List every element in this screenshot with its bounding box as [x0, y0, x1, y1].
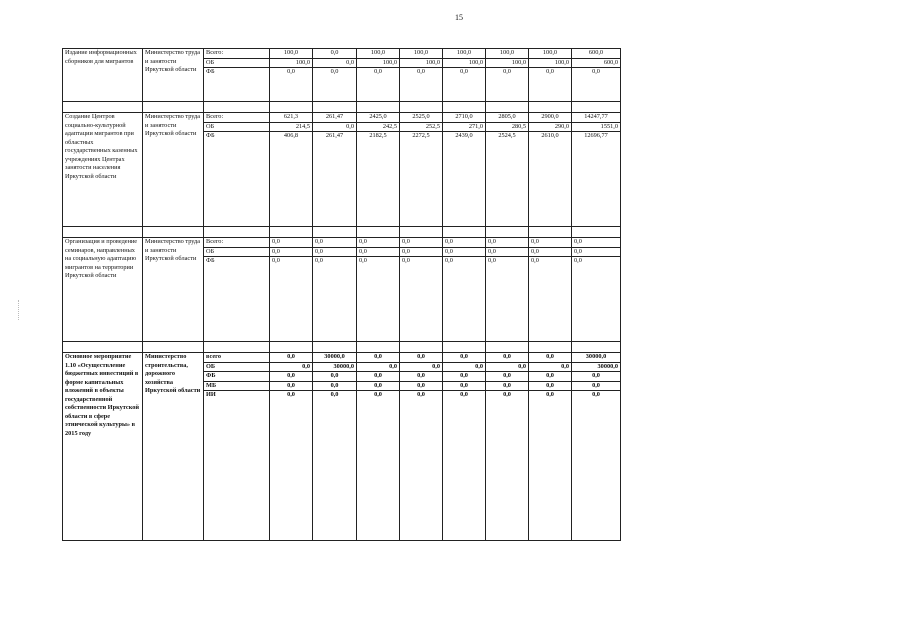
table-row: [63, 113, 621, 123]
value-cell: 0,0: [400, 372, 443, 382]
empty-cell: [572, 102, 621, 113]
value-cell: 30000,0: [572, 362, 621, 372]
value-cell: 100,0: [529, 49, 572, 59]
funding-source: ОБ: [204, 122, 270, 132]
funding-source: ФБ: [204, 132, 270, 227]
empty-cell: [63, 102, 143, 113]
value-cell: 0,0: [529, 391, 572, 541]
funding-source: Всего:: [204, 113, 270, 123]
value-cell: 0,0: [486, 257, 529, 342]
empty-cell: [443, 227, 486, 238]
value-cell: 2525,0: [400, 113, 443, 123]
value-cell: 0,0: [529, 257, 572, 342]
value-cell: 0,0: [270, 391, 313, 541]
value-cell: 100,0: [270, 58, 313, 68]
empty-cell: [357, 342, 400, 353]
budget-table: [62, 48, 621, 541]
value-cell: 2805,0: [486, 113, 529, 123]
value-cell: 0,0: [270, 372, 313, 382]
value-cell: 0,0: [486, 391, 529, 541]
value-cell: 271,0: [443, 122, 486, 132]
value-cell: 0,0: [572, 372, 621, 382]
empty-cell: [443, 342, 486, 353]
value-cell: 0,0: [400, 257, 443, 342]
empty-cell: [400, 227, 443, 238]
value-cell: 0,0: [270, 381, 313, 391]
empty-cell: [486, 102, 529, 113]
empty-cell: [143, 342, 204, 353]
value-cell: 0,0: [486, 68, 529, 102]
section-separator: [63, 342, 621, 353]
empty-cell: [270, 227, 313, 238]
value-cell: 214,5: [270, 122, 313, 132]
value-cell: 0,0: [357, 68, 400, 102]
empty-cell: [357, 102, 400, 113]
empty-cell: [143, 102, 204, 113]
value-cell: 0,0: [400, 238, 443, 248]
empty-cell: [313, 102, 357, 113]
value-cell: 0,0: [313, 49, 357, 59]
value-cell: 0,0: [357, 381, 400, 391]
value-cell: 2439,0: [443, 132, 486, 227]
section-separator: [63, 227, 621, 238]
value-cell: 280,5: [486, 122, 529, 132]
value-cell: 0,0: [529, 68, 572, 102]
value-cell: 0,0: [443, 257, 486, 342]
value-cell: 600,0: [572, 58, 621, 68]
executor-name: Министерство строительства, дорожного хозяйства Иркутской области: [143, 353, 204, 541]
empty-cell: [63, 342, 143, 353]
value-cell: 100,0: [443, 58, 486, 68]
value-cell: 0,0: [313, 247, 357, 257]
table-row: [63, 238, 621, 248]
value-cell: 100,0: [486, 49, 529, 59]
value-cell: 0,0: [313, 381, 357, 391]
value-cell: 0,0: [313, 58, 357, 68]
value-cell: 2425,0: [357, 113, 400, 123]
value-cell: 100,0: [443, 49, 486, 59]
value-cell: 0,0: [443, 353, 486, 363]
value-cell: 2710,0: [443, 113, 486, 123]
value-cell: 0,0: [270, 68, 313, 102]
value-cell: 2610,0: [529, 132, 572, 227]
scan-edge-mark: [18, 300, 25, 320]
value-cell: 100,0: [529, 58, 572, 68]
value-cell: 0,0: [529, 247, 572, 257]
value-cell: 0,0: [443, 391, 486, 541]
empty-cell: [529, 227, 572, 238]
value-cell: 2272,5: [400, 132, 443, 227]
executor-name: Министерство труда и занятости Иркутской области: [143, 238, 204, 342]
value-cell: 0,0: [313, 391, 357, 541]
empty-cell: [400, 342, 443, 353]
value-cell: 0,0: [486, 353, 529, 363]
value-cell: 0,0: [313, 68, 357, 102]
value-cell: 0,0: [529, 353, 572, 363]
value-cell: 30000,0: [313, 353, 357, 363]
value-cell: 0,0: [357, 362, 400, 372]
funding-source: ФБ: [204, 372, 270, 382]
executor-name: Министерство труда и занятости Иркутской области: [143, 49, 204, 102]
executor-name: Министерство труда и занятости Иркутской области: [143, 113, 204, 227]
value-cell: 0,0: [357, 257, 400, 342]
value-cell: 2900,0: [529, 113, 572, 123]
funding-source: ОБ: [204, 58, 270, 68]
value-cell: 0,0: [529, 362, 572, 372]
value-cell: 0,0: [400, 247, 443, 257]
value-cell: 0,0: [486, 238, 529, 248]
value-cell: 0,0: [443, 381, 486, 391]
value-cell: 0,0: [572, 391, 621, 541]
empty-cell: [443, 102, 486, 113]
value-cell: 261,47: [313, 132, 357, 227]
value-cell: 0,0: [572, 257, 621, 342]
value-cell: 621,3: [270, 113, 313, 123]
funding-source: ФБ: [204, 68, 270, 102]
empty-cell: [572, 342, 621, 353]
value-cell: 0,0: [270, 362, 313, 372]
value-cell: 100,0: [400, 49, 443, 59]
table-row: [63, 353, 621, 363]
value-cell: 0,0: [486, 362, 529, 372]
empty-cell: [63, 227, 143, 238]
measure-name: Организация и проведение семинаров, направленных на социальную адаптацию мигрантов на территории Иркутской области: [63, 238, 143, 342]
value-cell: 0,0: [313, 372, 357, 382]
value-cell: 0,0: [400, 68, 443, 102]
value-cell: 0,0: [529, 372, 572, 382]
empty-cell: [313, 227, 357, 238]
empty-cell: [572, 227, 621, 238]
value-cell: 0,0: [357, 238, 400, 248]
value-cell: 0,0: [486, 372, 529, 382]
budget-table-body: [63, 49, 621, 541]
empty-cell: [143, 227, 204, 238]
value-cell: 30000,0: [572, 353, 621, 363]
value-cell: 100,0: [270, 49, 313, 59]
value-cell: 290,0: [529, 122, 572, 132]
empty-cell: [529, 102, 572, 113]
value-cell: 100,0: [357, 49, 400, 59]
value-cell: 2524,5: [486, 132, 529, 227]
empty-cell: [204, 342, 270, 353]
value-cell: 0,0: [313, 122, 357, 132]
value-cell: 0,0: [400, 362, 443, 372]
empty-cell: [270, 342, 313, 353]
value-cell: 252,5: [400, 122, 443, 132]
value-cell: 0,0: [572, 381, 621, 391]
funding-source: всего: [204, 353, 270, 363]
value-cell: 0,0: [443, 68, 486, 102]
value-cell: 0,0: [357, 372, 400, 382]
funding-source: ФБ: [204, 257, 270, 342]
value-cell: 0,0: [443, 247, 486, 257]
empty-cell: [529, 342, 572, 353]
funding-source: ОБ: [204, 362, 270, 372]
value-cell: 0,0: [529, 238, 572, 248]
value-cell: 0,0: [357, 391, 400, 541]
value-cell: 0,0: [270, 238, 313, 248]
value-cell: 0,0: [572, 68, 621, 102]
value-cell: 0,0: [486, 247, 529, 257]
empty-cell: [400, 102, 443, 113]
empty-cell: [204, 102, 270, 113]
value-cell: 0,0: [400, 353, 443, 363]
empty-cell: [313, 342, 357, 353]
value-cell: 0,0: [572, 238, 621, 248]
empty-cell: [204, 227, 270, 238]
value-cell: 1551,0: [572, 122, 621, 132]
table-row: [63, 49, 621, 59]
value-cell: 0,0: [443, 238, 486, 248]
empty-cell: [486, 227, 529, 238]
value-cell: 0,0: [357, 247, 400, 257]
value-cell: 0,0: [443, 362, 486, 372]
value-cell: 0,0: [400, 381, 443, 391]
value-cell: 0,0: [486, 381, 529, 391]
empty-cell: [270, 102, 313, 113]
value-cell: 406,8: [270, 132, 313, 227]
funding-source: ИИ: [204, 391, 270, 541]
value-cell: 0,0: [443, 372, 486, 382]
value-cell: 0,0: [400, 391, 443, 541]
value-cell: 100,0: [400, 58, 443, 68]
value-cell: 0,0: [313, 257, 357, 342]
measure-name: Издание информационных сборников для мигрантов: [63, 49, 143, 102]
funding-source: Всего:: [204, 238, 270, 248]
value-cell: 12696,77: [572, 132, 621, 227]
value-cell: 2182,5: [357, 132, 400, 227]
funding-source: Всего:: [204, 49, 270, 59]
empty-cell: [486, 342, 529, 353]
empty-cell: [357, 227, 400, 238]
value-cell: 100,0: [486, 58, 529, 68]
funding-source: ОБ: [204, 247, 270, 257]
value-cell: 0,0: [572, 247, 621, 257]
value-cell: 0,0: [270, 257, 313, 342]
value-cell: 0,0: [357, 353, 400, 363]
value-cell: 0,0: [270, 247, 313, 257]
value-cell: 600,0: [572, 49, 621, 59]
section-separator: [63, 102, 621, 113]
funding-source: МБ: [204, 381, 270, 391]
value-cell: 14247,77: [572, 113, 621, 123]
value-cell: 242,5: [357, 122, 400, 132]
value-cell: 0,0: [529, 381, 572, 391]
value-cell: 30000,0: [313, 362, 357, 372]
value-cell: 0,0: [270, 353, 313, 363]
value-cell: 261,47: [313, 113, 357, 123]
value-cell: 100,0: [357, 58, 400, 68]
page-number: 15: [455, 13, 463, 22]
value-cell: 0,0: [313, 238, 357, 248]
measure-name: Создание Центров социально-культурной адаптации мигрантов при областных государственных казенных учреждениях Центрах занятости населения Иркутской области: [63, 113, 143, 227]
measure-name: Основное мероприятие 1.10 «Осуществление бюджетных инвестиций в форме капитальных вложений в объекты государственной собственности Иркутской области в сфере этнической культуры» в 2015 году: [63, 353, 143, 541]
